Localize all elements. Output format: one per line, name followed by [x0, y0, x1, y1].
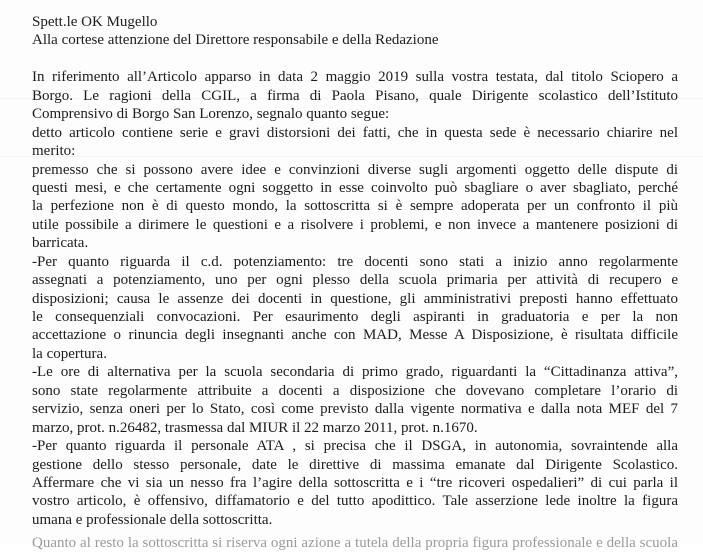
blank-line [32, 50, 678, 68]
text-line: questi mesi, e che certamente ogni soggetto in esse coinvolto può sbagliare o aver sbagliato, perché [32, 179, 678, 196]
text-line: Affermare che vi sia un nesso fra l’agire della sottoscritta e i “tre ricoveri ospedalieri” di cui parla il [32, 474, 678, 491]
text-line: marzo, prot. n.26482, trasmessa dal MIUR il 22 marzo 2011, prot. n.1670. [32, 419, 478, 436]
text-line: -Per quanto riguarda il c.d. potenziamento: tre docenti sono stati a inizio anno regolarmente [32, 253, 678, 270]
text-line: detto articolo contiene serie e gravi distorsioni dei fatti, che in questa sede è necessario chiarire nel [32, 124, 678, 141]
text-line: Comprensivo di Borgo San Lorenzo, segnalo quanto segue: [32, 106, 390, 123]
text-line: la perfezione non è di questo mondo, la sottoscritta si è sempre adoperata per un confronto il più [32, 198, 678, 215]
text-line: la copertura. [32, 345, 107, 362]
text-line: -Le ore di alternativa per la scuola secondaria di primo grado, riguardanti la “Cittadinanza attiva”, [32, 364, 678, 381]
attention-line: Alla cortese attenzione del Direttore responsabile e della Redazione [32, 32, 439, 49]
text-line: barricata. [32, 235, 89, 252]
text-line: umana e professionale della sottoscritta. [32, 511, 273, 528]
text-line: assegnati a potenziamento, uno per ogni plesso della scuola primaria per attività di recupero e [32, 272, 678, 289]
text-line: sono state regolarmente attribuite a docenti a disposizione che dovevano completare l’orario di [32, 382, 678, 399]
text-line: utile possibile a dirimere le questioni e a risolvere i problemi, e non invece a mantenere posizioni di [32, 216, 678, 233]
text-line: disposizioni; causa le assenze dei docenti in questione, gli amministrativi preposti hanno effettuato [32, 290, 678, 307]
text-line: vostro articolo, è offensivo, diffamatorio e del tutto apodittico. Tale asserzione lede inoltre la figura [32, 493, 678, 510]
cropped-line: Quanto al resto la sottoscritta si riserva ogni azione a tutela della propria figura professionale e della scuola [32, 535, 678, 552]
letter-body [32, 13, 678, 552]
recipient-line: Spett.le OK Mugello [32, 14, 158, 30]
text-line: servizio, senza oneri per lo Stato, così come previsto dalla vigente normativa e dalla nota MEF del 7 [32, 401, 678, 418]
text-line: In riferimento all’Articolo apparso in data 2 maggio 2019 sulla vostra testata, dal titolo Sciopero a [32, 69, 678, 86]
text-line: merito: [32, 143, 76, 160]
text-line: le consequenziali convocazioni. Per esaurimento degli aspiranti in graduatoria e per la non [32, 309, 678, 325]
text-line: premesso che si possono avere idee e convinzioni diverse sugli argomenti oggetto delle dispute di [32, 161, 678, 178]
text-line: Borgo. Le ragioni della CGIL, a firma di Paola Pisano, quale Dirigente scolastico dell’Istituto [32, 87, 678, 104]
text-line: -Per quanto riguarda il personale ATA , si precisa che il DSGA, in autonomia, sovraintende alla [32, 438, 678, 455]
text-line: accettazione o rinuncia degli insegnanti anche con MAD, Messe A Disposizione, è risultata difficile [32, 327, 678, 344]
text-line: gestione dello stesso personale, date le direttive di massima emanate dal Dirigente Scolastico. [32, 456, 678, 473]
